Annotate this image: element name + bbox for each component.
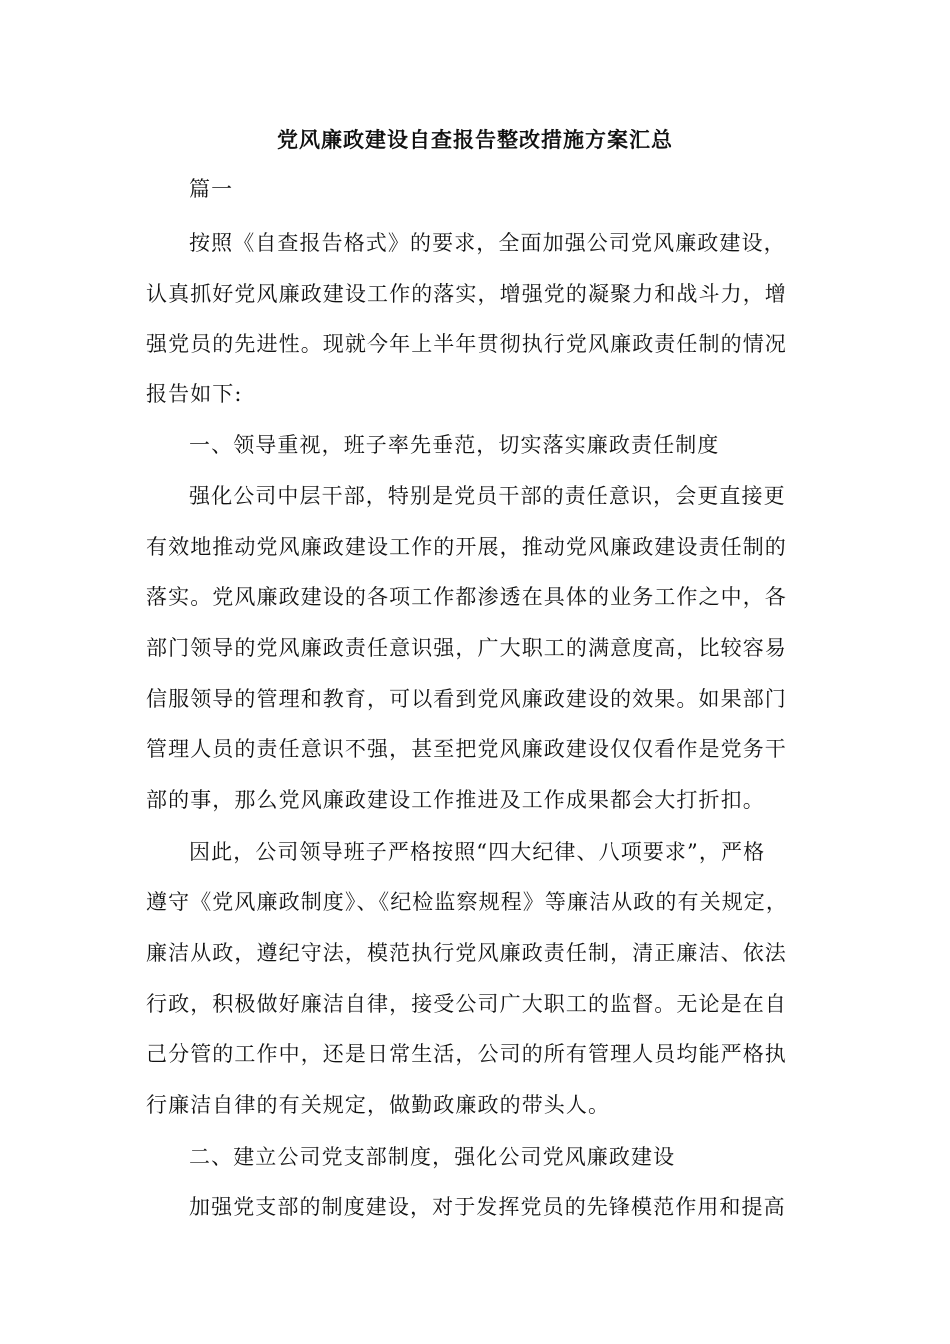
paragraph-line: 强化公司中层干部，特别是党员干部的责任意识，会更直接更 [189, 484, 786, 508]
paragraph-line: 有效地推动党风廉政建设工作的开展，推动党风廉政建设责任制的 [146, 535, 787, 559]
paragraph-line: 报告如下: [146, 382, 243, 406]
paragraph-line: 认真抓好党风廉政建设工作的落实，增强党的凝聚力和战斗力，增 [146, 282, 787, 306]
section-label: 篇一 [189, 177, 234, 201]
paragraph-line: 行政，积极做好廉洁自律，接受公司广大职工的监督。无论是在自 [146, 992, 787, 1016]
paragraph-line: 按照《自查报告格式》的要求，全面加强公司党风廉政建设， [189, 231, 786, 255]
paragraph-line: 强党员的先进性。现就今年上半年贯彻执行党风廉政责任制的情况 [146, 332, 787, 356]
paragraph-line: 因此，公司领导班子严格按照“四大纪律、八项要求”，严格 [189, 840, 766, 864]
paragraph-line: 廉洁从政，遵纪守法，模范执行党风廉政责任制，清正廉洁、依法 [146, 941, 787, 965]
paragraph-line: 己分管的工作中，还是日常生活，公司的所有管理人员均能严格执 [146, 1042, 787, 1066]
paragraph-line: 落实。党风廉政建设的各项工作都渗透在具体的业务工作之中，各 [146, 585, 787, 609]
paragraph-line: 部门领导的党风廉政责任意识强，广大职工的满意度高，比较容易 [146, 636, 787, 660]
paragraph-line: 加强党支部的制度建设，对于发挥党员的先锋模范作用和提高 [189, 1195, 786, 1219]
paragraph-line: 管理人员的责任意识不强，甚至把党风廉政建设仅仅看作是党务干 [146, 737, 787, 761]
paragraph-line: 遵守《党风廉政制度》、《纪检监察规程》等廉洁从政的有关规定， [146, 890, 788, 914]
paragraph-line: 行廉洁自律的有关规定，做勤政廉政的带头人。 [146, 1093, 611, 1117]
paragraph-line: 部的事，那么党风廉政建设工作推进及工作成果都会大打折扣。 [146, 788, 765, 812]
section-heading: 一、领导重视，班子率先垂范，切实落实廉政责任制度 [189, 433, 720, 457]
document-title: 党风廉政建设自查报告整改措施方案汇总 [277, 127, 673, 152]
section-heading: 二、建立公司党支部制度，强化公司党风廉政建设 [189, 1145, 676, 1169]
paragraph-line: 信服领导的管理和教育，可以看到党风廉政建设的效果。如果部门 [146, 687, 787, 711]
